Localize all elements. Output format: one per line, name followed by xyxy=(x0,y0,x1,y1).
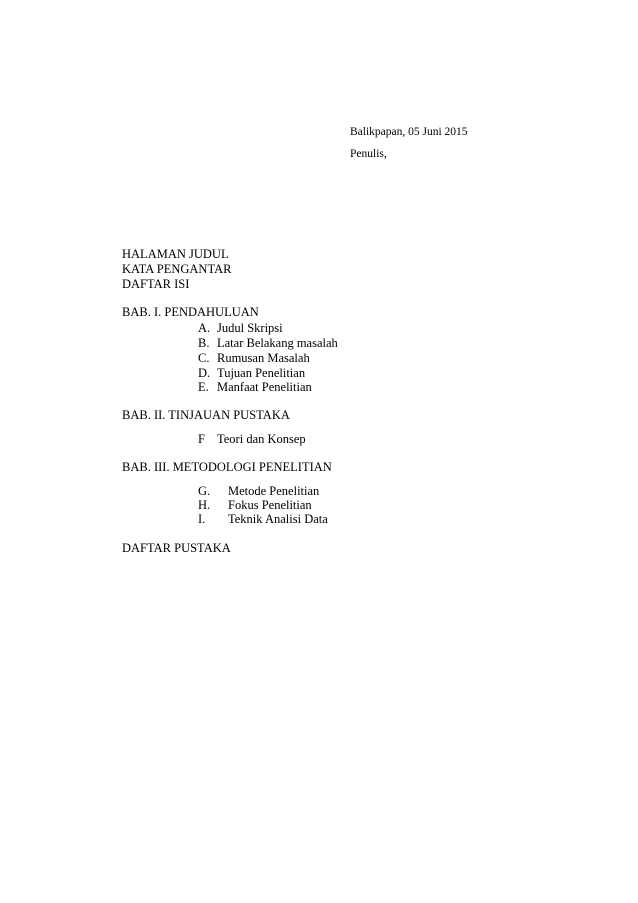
chapter-2-item-f-text: Teori dan Konsep xyxy=(217,432,306,446)
chapter-1-item-b-text: Latar Belakang masalah xyxy=(217,336,338,350)
chapter-1-item-a-text: Judul Skripsi xyxy=(217,321,283,335)
chapter-3-item-h-text: Fokus Penelitian xyxy=(228,498,312,512)
chapter-1-item-a-letter: A. xyxy=(198,321,211,335)
chapter-1-title: BAB. I. PENDAHULUAN xyxy=(122,305,259,319)
toc-daftar-isi: DAFTAR ISI xyxy=(122,277,190,291)
chapter-2-title: BAB. II. TINJAUAN PUSTAKA xyxy=(122,408,290,422)
chapter-1-item-d-letter: D. xyxy=(198,366,211,380)
chapter-1-item-e-text: Manfaat Penelitian xyxy=(217,380,312,394)
chapter-1-item-c-text: Rumusan Masalah xyxy=(217,351,310,365)
chapter-3-item-h-letter: H. xyxy=(198,498,211,512)
chapter-1-item-d-text: Tujuan Penelitian xyxy=(217,366,306,380)
signature-writer: Penulis, xyxy=(350,148,387,160)
toc-daftar-pustaka: DAFTAR PUSTAKA xyxy=(122,541,231,555)
signature-place-date: Balikpapan, 05 Juni 2015 xyxy=(350,126,468,138)
toc-halaman-judul: HALAMAN JUDUL xyxy=(122,247,229,261)
chapter-3-item-g-text: Metode Penelitian xyxy=(228,484,320,498)
chapter-3-item-i-text: Teknik Analisi Data xyxy=(228,512,328,526)
chapter-2-item-f-letter: F xyxy=(198,432,205,446)
toc-kata-pengantar: KATA PENGANTAR xyxy=(122,262,232,276)
chapter-3-item-g-letter: G. xyxy=(198,484,211,498)
chapter-3-title: BAB. III. METODOLOGI PENELITIAN xyxy=(122,460,332,474)
chapter-3-item-i-letter: I. xyxy=(198,512,206,526)
chapter-1-item-e-letter: E. xyxy=(198,380,209,394)
chapter-1-item-c-letter: C. xyxy=(198,351,210,365)
chapter-1-item-b-letter: B. xyxy=(198,336,210,350)
